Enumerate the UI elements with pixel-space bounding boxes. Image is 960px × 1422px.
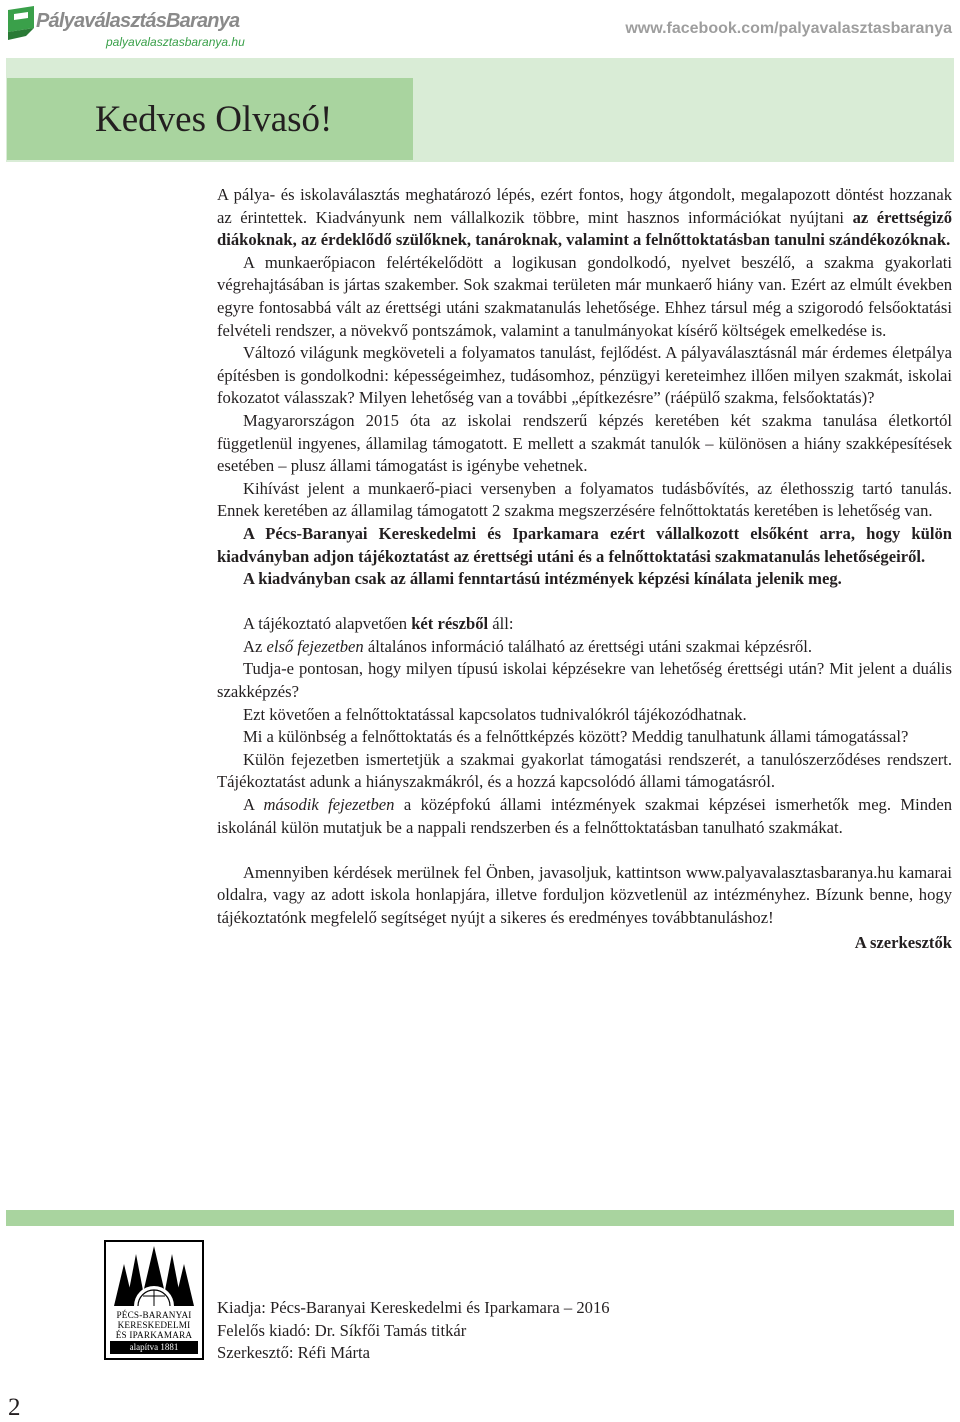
header-bar [0, 0, 960, 58]
footer-band [6, 1210, 954, 1226]
imprint-editor: Szerkesztő: Réfi Márta [217, 1343, 370, 1362]
first-chapter-before: Az [243, 636, 267, 656]
two-parts-after: áll: [488, 614, 514, 634]
chamber-name-line1: PÉCS-BARANYAI [116, 1310, 192, 1320]
chamber-name [106, 1310, 202, 1340]
first-chapter-italic: első fejezetben [266, 636, 364, 656]
paragraph-labor-market: A munkaerőpiacon felértékelődött a logikusan gondolkodó, nyelvet beszélő, a szakma gyakorlati végrehajtásában is jártas szakember. Sok szakmai területen már munkaerő hiány van. Ezért az elmúlt években egyre fontosabbá vált az érettségi utáni szakmatanulás lehetősége. Ehhez társul még a szigorodó felsőoktatási felvételi rendszer, a növekvő pontszámok, valamint a tanulmányokat kísérő költségek emelkedése is. [217, 252, 952, 340]
paragraph-gap [217, 591, 952, 614]
logo-title: PályaválasztásBaranya [36, 10, 240, 32]
first-chapter-after: általános információ található az érettségi utáni szakmai képzésről. [363, 636, 813, 656]
chamber-logo [104, 1240, 204, 1360]
paragraph-dual-training: Tudja-e pontosan, hogy milyen típusú iskolai képzésekre van lehetőség érettségi után? Mit jelent a duális szakképzés? [217, 659, 952, 702]
paragraph-free-training: Magyarországon 2015 óta az iskolai rendszerű képzés keretében két szakma tanulása életkortól függetlenül ingyenes, államilag támogatott. E mellett a szakmát tanulók – különösen a hiány szakképesítések esetében – plusz állami támogatást is igénybe vehetnek. [217, 410, 952, 476]
chamber-founded: alapítva 1881 [110, 1341, 198, 1354]
paragraph-gap [217, 839, 952, 862]
two-parts-bold: két részből [411, 614, 489, 634]
paragraph-state-only [217, 568, 952, 591]
chamber-emblem-icon [110, 1246, 198, 1308]
intro-text: A pálya- és iskolaválasztás meghatározó lépés, ezért fontos, hogy átgondolt, megalapozott döntést hozzanak az érintettek. Kiadványunk nem vállalkozik többre, mint hasznos információkat nyújtani [217, 185, 952, 227]
paragraph-first-chapter [217, 636, 952, 659]
imprint [217, 1297, 610, 1365]
paragraph-difference: Mi a különbség a felnőttoktatás és a felnőttképzés között? Meddig tanulhatunk állami támogatással? [243, 727, 909, 747]
signature: A szerkesztők [854, 932, 952, 952]
second-chapter-before: A [243, 795, 264, 815]
paragraph-lifelong-learning: Kihívást jelent a munkaerő-piaci versenyben a folyamatos tudásbővítés, az élethosszig tartó tanulás. Ennek keretében az államilag támogatott 2 szakma megszerzésére felnőttoktatás keretében is lehetőség van. [217, 478, 952, 521]
second-chapter-italic: második fejezetben [263, 795, 395, 815]
imprint-responsible: Felelős kiadó: Dr. Síkfői Tamás titkár [217, 1320, 467, 1340]
paragraph-chamber-initiative [217, 523, 952, 568]
chamber-name-line2: KERESKEDELMI [117, 1320, 191, 1330]
page-title: Kedves Olvasó! [95, 99, 333, 140]
state-only-text: A kiadványban csak az állami fenntartású intézmények képzési kínálata jelenik meg. [243, 569, 842, 589]
logo-mark-icon [6, 6, 36, 42]
paragraph-practice-support: Külön fejezetben ismertetjük a szakmai gyakorlat támogatási rendszerét, a tanulószerződéses rendszert. Tájékoztatást adunk a hiányszakmákról, és a hozzá kapcsolódó állami támogatásról. [217, 749, 952, 792]
paragraph-contact: Amennyiben kérdések merülnek fel Önben, javasoljuk, kattintson www.palyavalasztasbaranya.hu kamarai oldalra, vagy az adott iskola honlapjára, illetve forduljon közvetlenül az intézményhez. Bízunk benne, hogy tájékoztatónk megfelelő segítséget nyújt a sikeres és eredményes továbbtanuláshoz! [217, 862, 952, 927]
page-number: 2 [8, 1394, 21, 1421]
two-parts-before: A tájékoztató alapvetően [243, 614, 412, 634]
paragraph-changing-world: Változó világunk megköveteli a folyamatos tanulást, fejlődést. A pályaválasztásnál már érdemes életpálya építésben is gondolkodni: képességeimhez, tudásomhoz, pénzügyi kereteimhez illően milyen szakmát, iskolai fokozatot válasszak? Milyen lehetőség van a további „építkezésre” (ráépülő szakma, felsőoktatás)? [217, 343, 952, 408]
chamber-initiative-text: A Pécs-Baranyai Kereskedelmi és Iparkamara ezért vállalkozott elsőként arra, hogy külön kiadványban adjon tájékoztatást az érettségi utáni és a felnőttoktatási szakmatanulás lehetőségeiről. [217, 523, 952, 566]
paragraph-second-chapter [217, 794, 952, 839]
letter-body [217, 184, 952, 954]
second-chapter-after: a középfokú állami intézmények szakmai képzései ismerhetők meg. Minden iskolánál külön mutatjuk be a nappali rendszerben és a felnőttoktatásban tanulható szakmákat. [217, 795, 952, 837]
paragraph-intro [217, 184, 952, 252]
imprint-publisher: Kiadja: Pécs-Baranyai Kereskedelmi és Iparkamara – 2016 [217, 1298, 610, 1317]
chamber-name-line3: ÉS IPARKAMARA [115, 1330, 193, 1340]
paragraph-adult-education: Ezt követően a felnőttoktatással kapcsolatos tudnivalókról tájékozódhatnak. [243, 704, 747, 724]
intro-audience: az érettségiző diákoknak, az érdeklődő szülőknek, tanároknak, valamint a felnőttoktatásban tanulni szándékozóknak. [217, 207, 952, 250]
paragraph-two-parts [217, 613, 952, 636]
facebook-link[interactable]: www.facebook.com/palyavalasztasbaranya [625, 20, 952, 37]
logo-subtitle: palyavalasztasbaranya.hu [106, 35, 245, 49]
site-logo[interactable] [6, 4, 245, 54]
